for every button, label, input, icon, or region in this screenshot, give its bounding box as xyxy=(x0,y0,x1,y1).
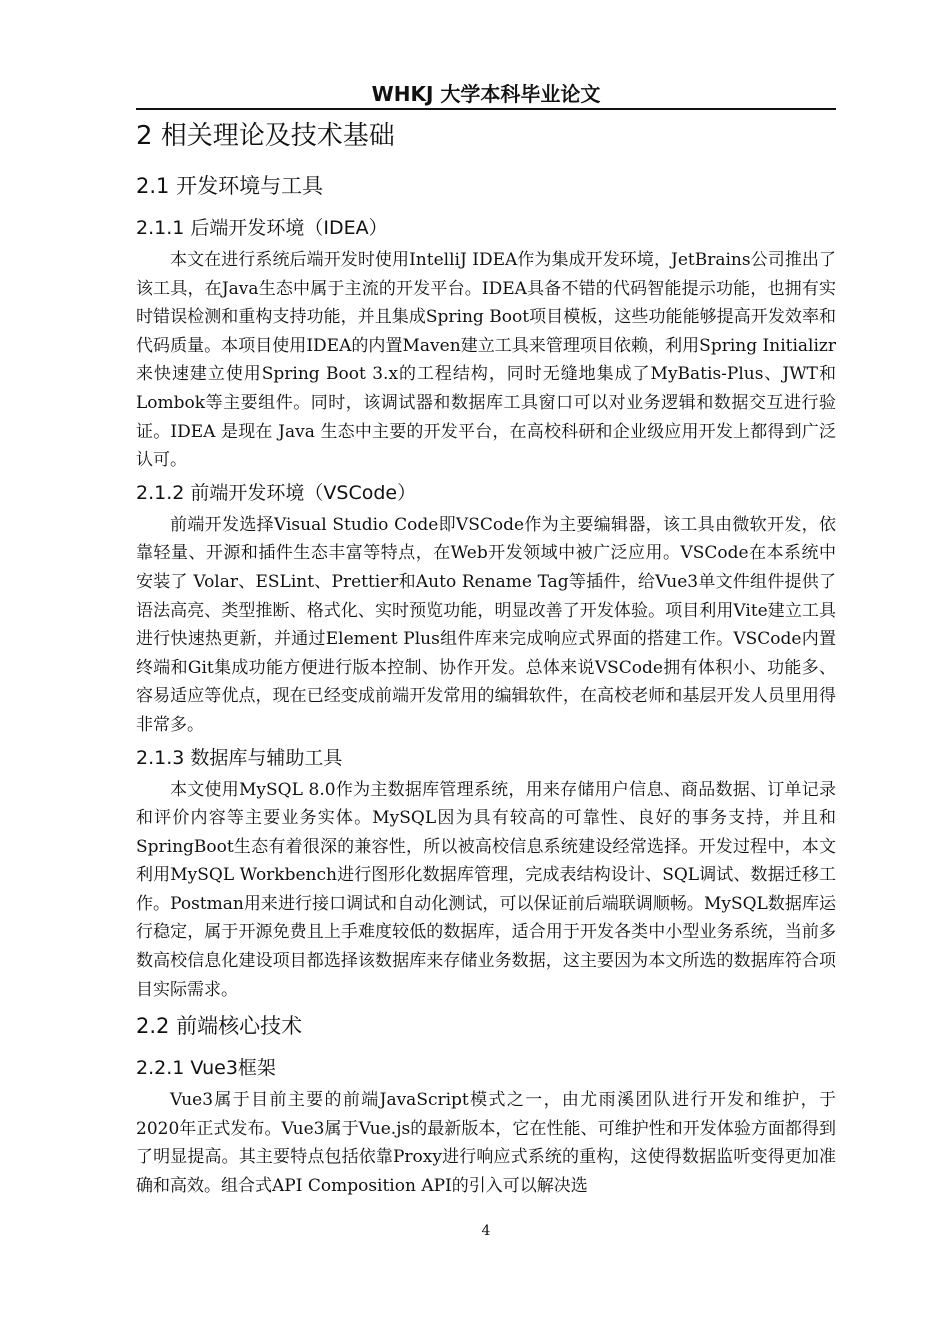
paragraph-2-1-1: 本文在进行系统后端开发时使用IntelliJ IDEA作为集成开发环境，JetBrains公司推出了该工具，在Java生态中属于主流的开发平台。IDEA具备不错的代码智能提示功能，也拥有实时错误检测和重构支持功能，并且集成Spring Boot项目模板，这些功能能够提高开发效率和代码质量。本项目使用IDEA的内置Maven建立工具来管理项目依赖，利用Spring Initializr来快速建立使用Spring Boot 3.x的工程结构，同时无缝地集成了MyBatis-Plus、JWT和Lombok等主要组件。同时，该调试器和数据库工具窗口可以对业务逻辑和数据交互进行验证。IDEA 是现在 Java 生态中主要的开发平台，在高校科研和企业级应用开发上都得到广泛认可。 xyxy=(136,250,836,471)
paragraph-2-2-1: Vue3属于目前主要的前端JavaScript模式之一，由尤雨溪团队进行开发和维护，于2020年正式发布。Vue3属于Vue.js的最新版本，它在性能、可维护性和开发体验方面都得到了明显提高。其主要特点包括依靠Proxy进行响应式系统的重构，这使得数据监听变得更加准确和高效。组合式API Composition API的引入可以解决选 xyxy=(136,1090,836,1197)
page-number: 4 xyxy=(481,1223,491,1239)
section-heading-2-1: 2.1 开发环境与工具 xyxy=(136,174,324,198)
subsection-heading-2-2-1: 2.2.1 Vue3框架 xyxy=(136,1057,276,1080)
subsection-heading-2-1-1: 2.1.1 后端开发环境（IDEA） xyxy=(136,217,388,239)
chapter-heading: 2 相关理论及技术基础 xyxy=(136,121,395,151)
paragraph-2-1-2: 前端开发选择Visual Studio Code即VSCode作为主要编辑器，该工具由微软开发，依靠轻量、开源和插件生态丰富等特点，在Web开发领域中被广泛应用。VSCode在本系统中安装了 Volar、ESLint、Prettier和Auto Rename Tag等插件，给Vue3单文件组件提供了语法高亮、类型推断、格式化、实时预览功能，明显改善了开发体验。项目利用Vite建立工具进行快速热更新，并通过Element Plus组件库来完成响应式界面的搭建工作。VSCode内置终端和Git集成功能方便进行版本控制、协作开发。总体来说VSCode拥有体积小、功能多、容易适应等优点，现在已经变成前端开发常用的编辑软件，在高校老师和基层开发人员里用得非常多。 xyxy=(136,514,836,735)
running-header: WHKJ 大学本科毕业论文 xyxy=(371,82,601,106)
subsection-heading-2-1-3: 2.1.3 数据库与辅助工具 xyxy=(136,746,343,769)
subsection-heading-2-1-2: 2.1.2 前端开发环境（VSCode） xyxy=(136,481,417,504)
page-body xyxy=(136,112,836,1201)
header-rule xyxy=(136,108,836,110)
section-heading-2-2: 2.2 前端核心技术 xyxy=(136,1014,303,1039)
paragraph-2-1-3: 本文使用MySQL 8.0作为主数据库管理系统，用来存储用户信息、商品数据、订单记录和评价内容等主要业务实体。MySQL因为具有较高的可靠性、良好的事务支持，并且和SpringBoot生态有着很深的兼容性，所以被高校信息系统建设经常选择。开发过程中，本文利用MySQL Workbench进行图形化数据库管理，完成表结构设计、SQL调试、数据迁移工作。Postman用来进行接口调试和自动化测试，可以保证前后端联调顺畅。MySQL数据库运行稳定，属于开源免费且上手难度较低的数据库，适合用于开发各类中小型业务系统，当前多数高校信息化建设项目都选择该数据库来存储业务数据，这主要因为本文所选的数据库符合项目实际需求。 xyxy=(136,779,836,1000)
